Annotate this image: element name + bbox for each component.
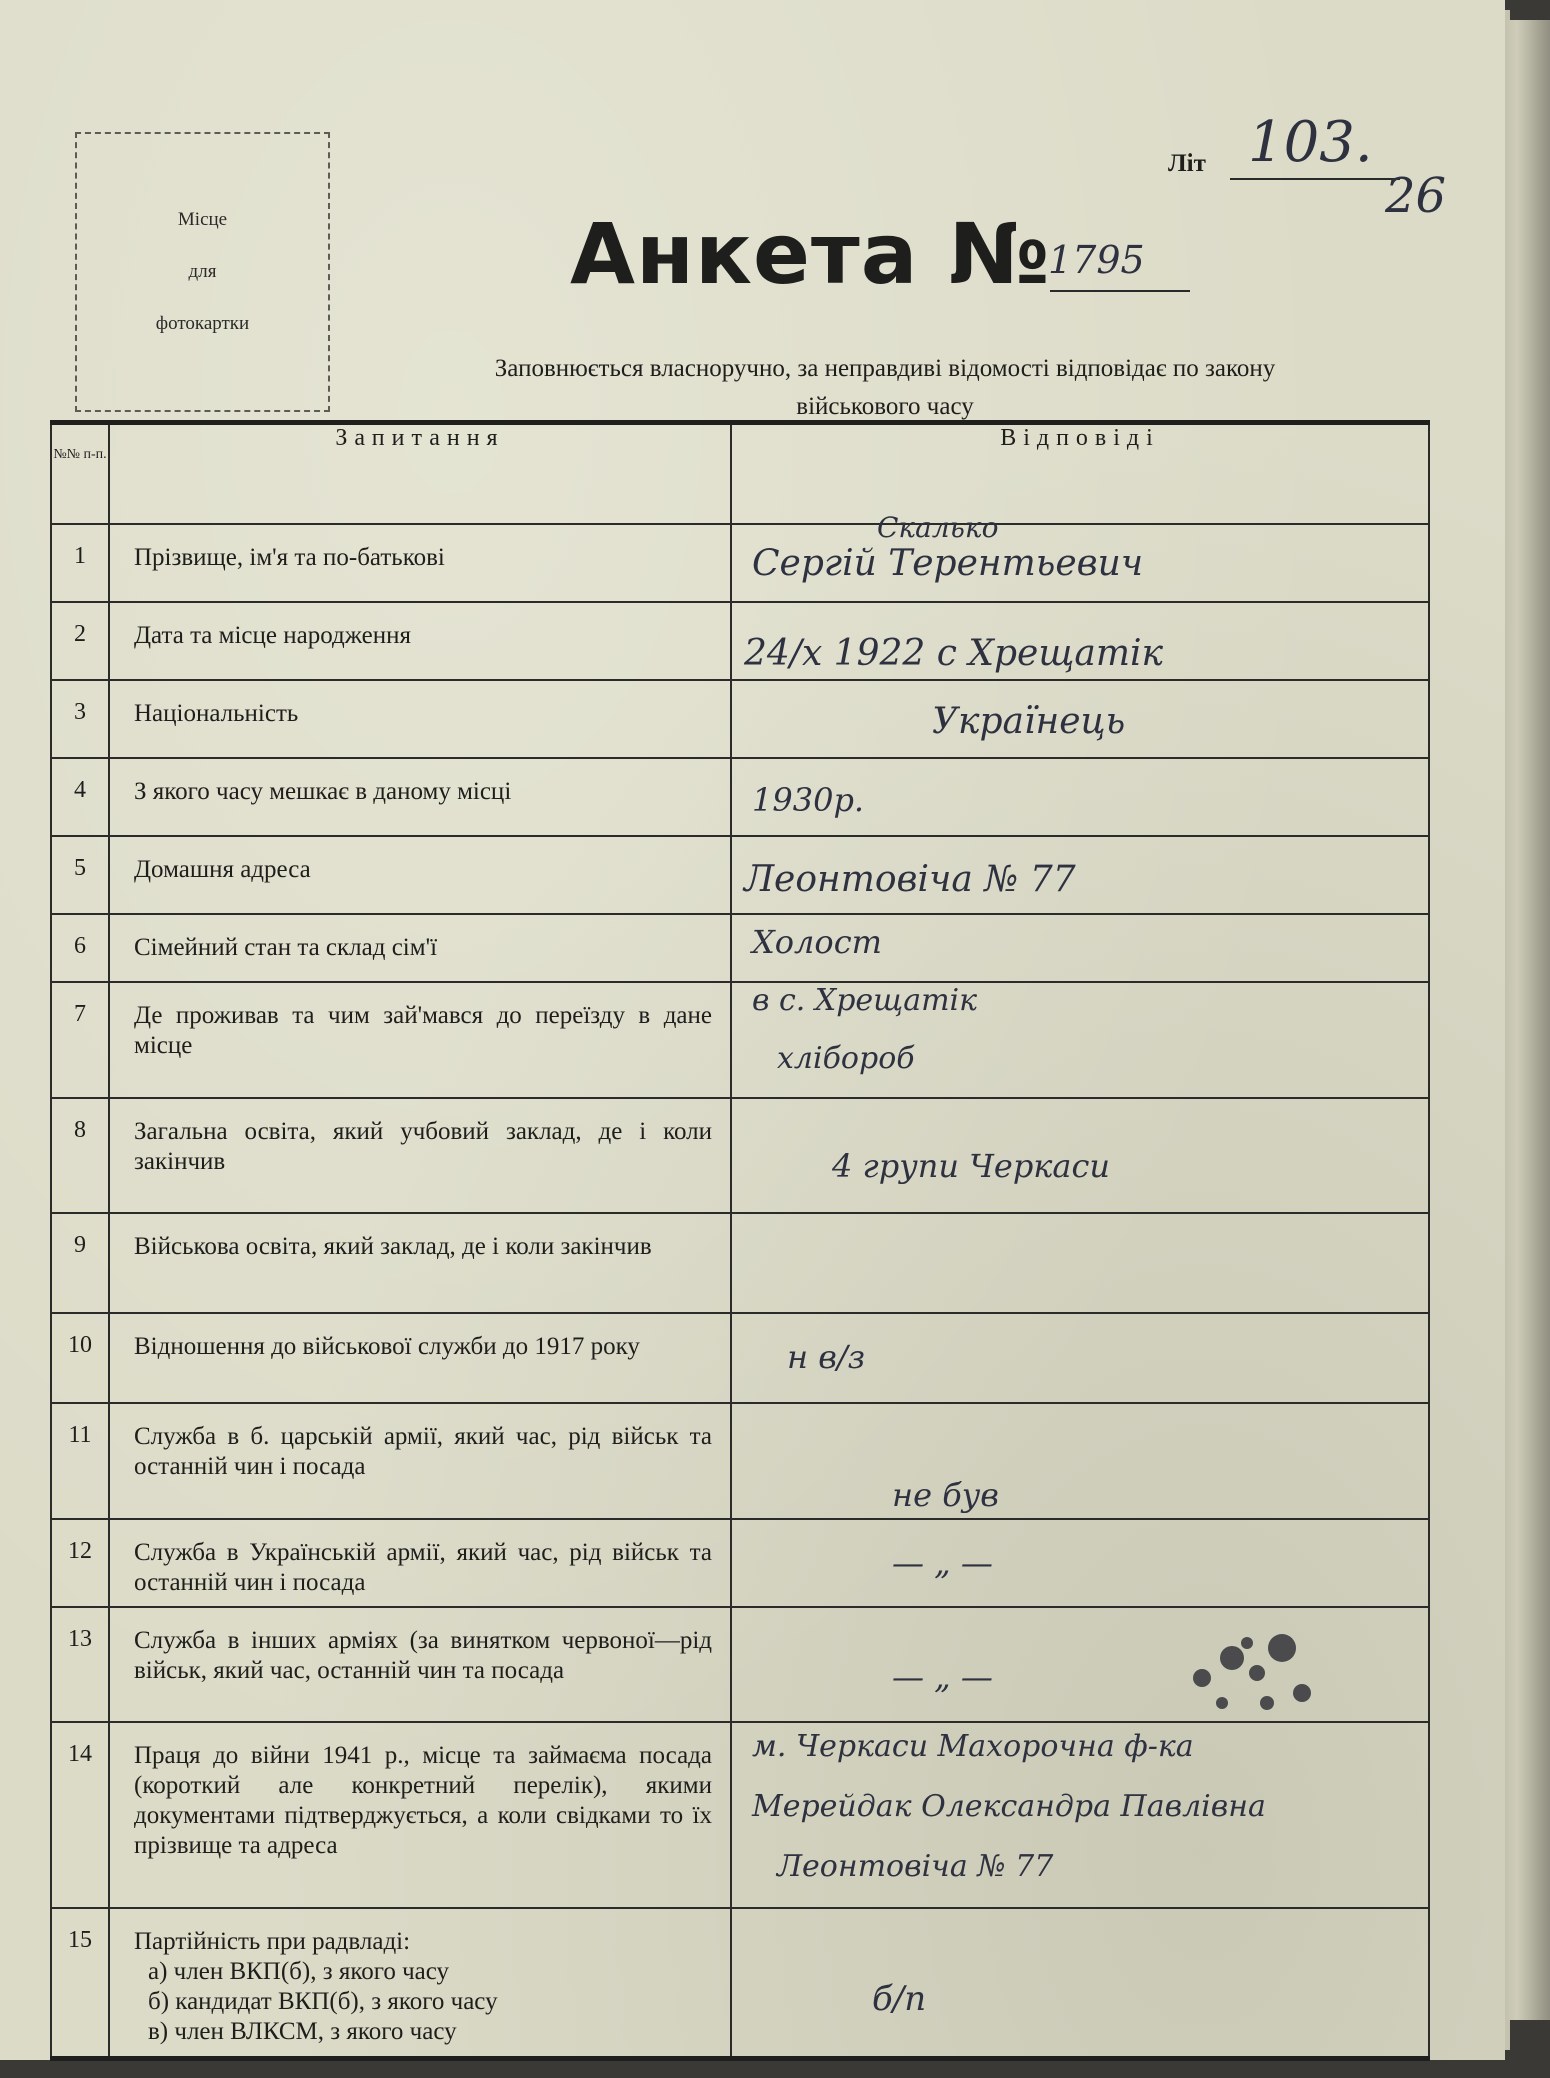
table-row — [51, 982, 1429, 1098]
row-answer: Сергій Терентьевич — [752, 543, 1144, 584]
table-row — [51, 1403, 1429, 1519]
row-num: 1 — [51, 524, 109, 602]
row-answer: в с. Хрещатік — [752, 983, 978, 1018]
row-num: 5 — [51, 836, 109, 914]
row-question: Прізвище, ім'я та по-батькові — [109, 524, 731, 602]
row-answer-cell — [731, 836, 1429, 914]
col-header-answer: Відповіді — [731, 423, 1429, 525]
row-num: 15 — [51, 1908, 109, 2058]
row-question: Праця до війни 1941 р., місце та займаєма посада (короткий але конкретний перелік), якими документами підтверджується, а коли свідками то їх прізвище та адреса — [109, 1722, 731, 1908]
row-num: 10 — [51, 1313, 109, 1403]
page-title: Анкета № — [570, 205, 1051, 303]
row-answer-cell — [731, 914, 1429, 982]
ink-stamp-mark — [1162, 1618, 1332, 1728]
row-question: Національність — [109, 680, 731, 758]
row-answer-cell — [731, 1519, 1429, 1607]
row-answer-cell — [731, 1908, 1429, 2058]
table-row — [51, 680, 1429, 758]
row-answer-cell — [731, 1722, 1429, 1908]
lit-sub-number: 26 — [1385, 168, 1447, 224]
table-row — [51, 1722, 1429, 1908]
row-question: З якого часу мешкає в даному місці — [109, 758, 731, 836]
row-num: 6 — [51, 914, 109, 982]
photo-label-2: для — [188, 261, 217, 282]
photo-label-1: Місце — [177, 209, 228, 230]
row-num: 12 — [51, 1519, 109, 1607]
table-row — [51, 602, 1429, 680]
row-num: 11 — [51, 1403, 109, 1519]
lit-number: 103. — [1248, 110, 1373, 175]
table-row — [51, 914, 1429, 982]
row-answer-cell — [731, 758, 1429, 836]
row-question: Служба в інших арміях (за винятком червоної—рід військ, який час, останній чин та посада — [109, 1607, 731, 1722]
party-option-c: в) член ВЛКСМ, з якого часу — [148, 2018, 457, 2045]
row-num: 8 — [51, 1098, 109, 1213]
row-answer-cell — [731, 1098, 1429, 1213]
row-answer: не був — [892, 1476, 999, 1514]
party-option-b: б) кандидат ВКП(б), з якого часу — [148, 1988, 498, 2015]
row-answer-cell — [731, 511, 1429, 602]
row-answer: — „ — — [892, 1658, 993, 1696]
row-question: Де проживав та чим зай'мався до переїзду в дане місце — [109, 982, 731, 1098]
table-row — [51, 1908, 1429, 2058]
row-answer: 4 групи Черкаси — [832, 1147, 1111, 1185]
row-answer: — „ — — [892, 1544, 993, 1582]
row-question: Військова освіта, який заклад, де і коли закінчив — [109, 1213, 731, 1313]
form-number-underline — [1050, 290, 1190, 292]
table-row — [51, 758, 1429, 836]
lit-label: Літ — [1168, 150, 1206, 177]
row-answer: 1930р. — [752, 781, 865, 819]
row-answer-cell — [731, 1213, 1429, 1313]
row-answer: Леонтовіча № 77 — [744, 859, 1076, 900]
party-question-title: Партійність при радвладі: — [134, 1928, 411, 1955]
row-question: Сімейний стан та склад сім'ї — [109, 914, 731, 982]
row-answer-cell — [731, 602, 1429, 680]
photo-label-3: фотокартки — [155, 313, 250, 334]
photo-placeholder — [75, 132, 330, 412]
row-question: Загальна освіта, який учбовий заклад, де і коли закінчив — [109, 1098, 731, 1213]
row-answer-line2: хлібороб — [777, 1041, 915, 1076]
subtitle-line-2: військового часу — [796, 393, 974, 420]
row-answer-surname: Скалько — [877, 511, 999, 544]
subtitle — [355, 350, 1415, 426]
row-num: 3 — [51, 680, 109, 758]
table-row — [51, 1313, 1429, 1403]
table-row — [51, 1607, 1429, 1722]
table-row — [51, 1213, 1429, 1313]
table-row — [51, 1098, 1429, 1213]
row-num: 7 — [51, 982, 109, 1098]
row-answer: м. Черкаси Махорочна ф-ка — [752, 1729, 1194, 1764]
row-answer-cell — [731, 1313, 1429, 1403]
row-answer: Українець — [932, 701, 1126, 742]
row-question — [109, 1908, 731, 2058]
table-header-row — [51, 423, 1429, 525]
row-answer-cell — [731, 982, 1429, 1098]
row-answer: н в/з — [787, 1338, 866, 1376]
row-question: Служба в б. царській армії, який час, рід військ та останній чин і посада — [109, 1403, 731, 1519]
subtitle-line-1: Заповнюється власноручно, за неправдиві відомості відповідає по закону — [494, 355, 1276, 382]
row-num: 4 — [51, 758, 109, 836]
row-answer-cell — [731, 680, 1429, 758]
row-answer: Холост — [752, 923, 882, 961]
row-answer: б/п — [872, 1979, 927, 2019]
form-number: 1795 — [1048, 238, 1145, 282]
row-num: 2 — [51, 602, 109, 680]
party-option-a: а) член ВКП(б), з якого часу — [148, 1958, 450, 1985]
row-num: 14 — [51, 1722, 109, 1908]
table-row — [51, 836, 1429, 914]
lit-underline — [1230, 178, 1400, 180]
table-row — [51, 1519, 1429, 1607]
row-question: Домашня адреса — [109, 836, 731, 914]
table-row — [51, 524, 1429, 602]
col-header-question: Запитання — [109, 423, 731, 525]
row-num: 13 — [51, 1607, 109, 1722]
row-answer-cell — [731, 1607, 1429, 1722]
row-answer-cell — [731, 1403, 1429, 1519]
row-question: Відношення до військової служби до 1917 року — [109, 1313, 731, 1403]
row-num: 9 — [51, 1213, 109, 1313]
col-header-num: №№ п-п. — [51, 423, 109, 525]
row-question: Служба в Українській армії, який час, рід військ та останній чин і посада — [109, 1519, 731, 1607]
questionnaire-table — [50, 420, 1430, 2061]
row-answer: 24/х 1922 с Хрещатік — [744, 633, 1163, 674]
row-answer-line3: Леонтовіча № 77 — [777, 1849, 1054, 1884]
row-answer-line2: Мерейдак Олександра Павлівна — [752, 1789, 1266, 1824]
row-question: Дата та місце народження — [109, 602, 731, 680]
